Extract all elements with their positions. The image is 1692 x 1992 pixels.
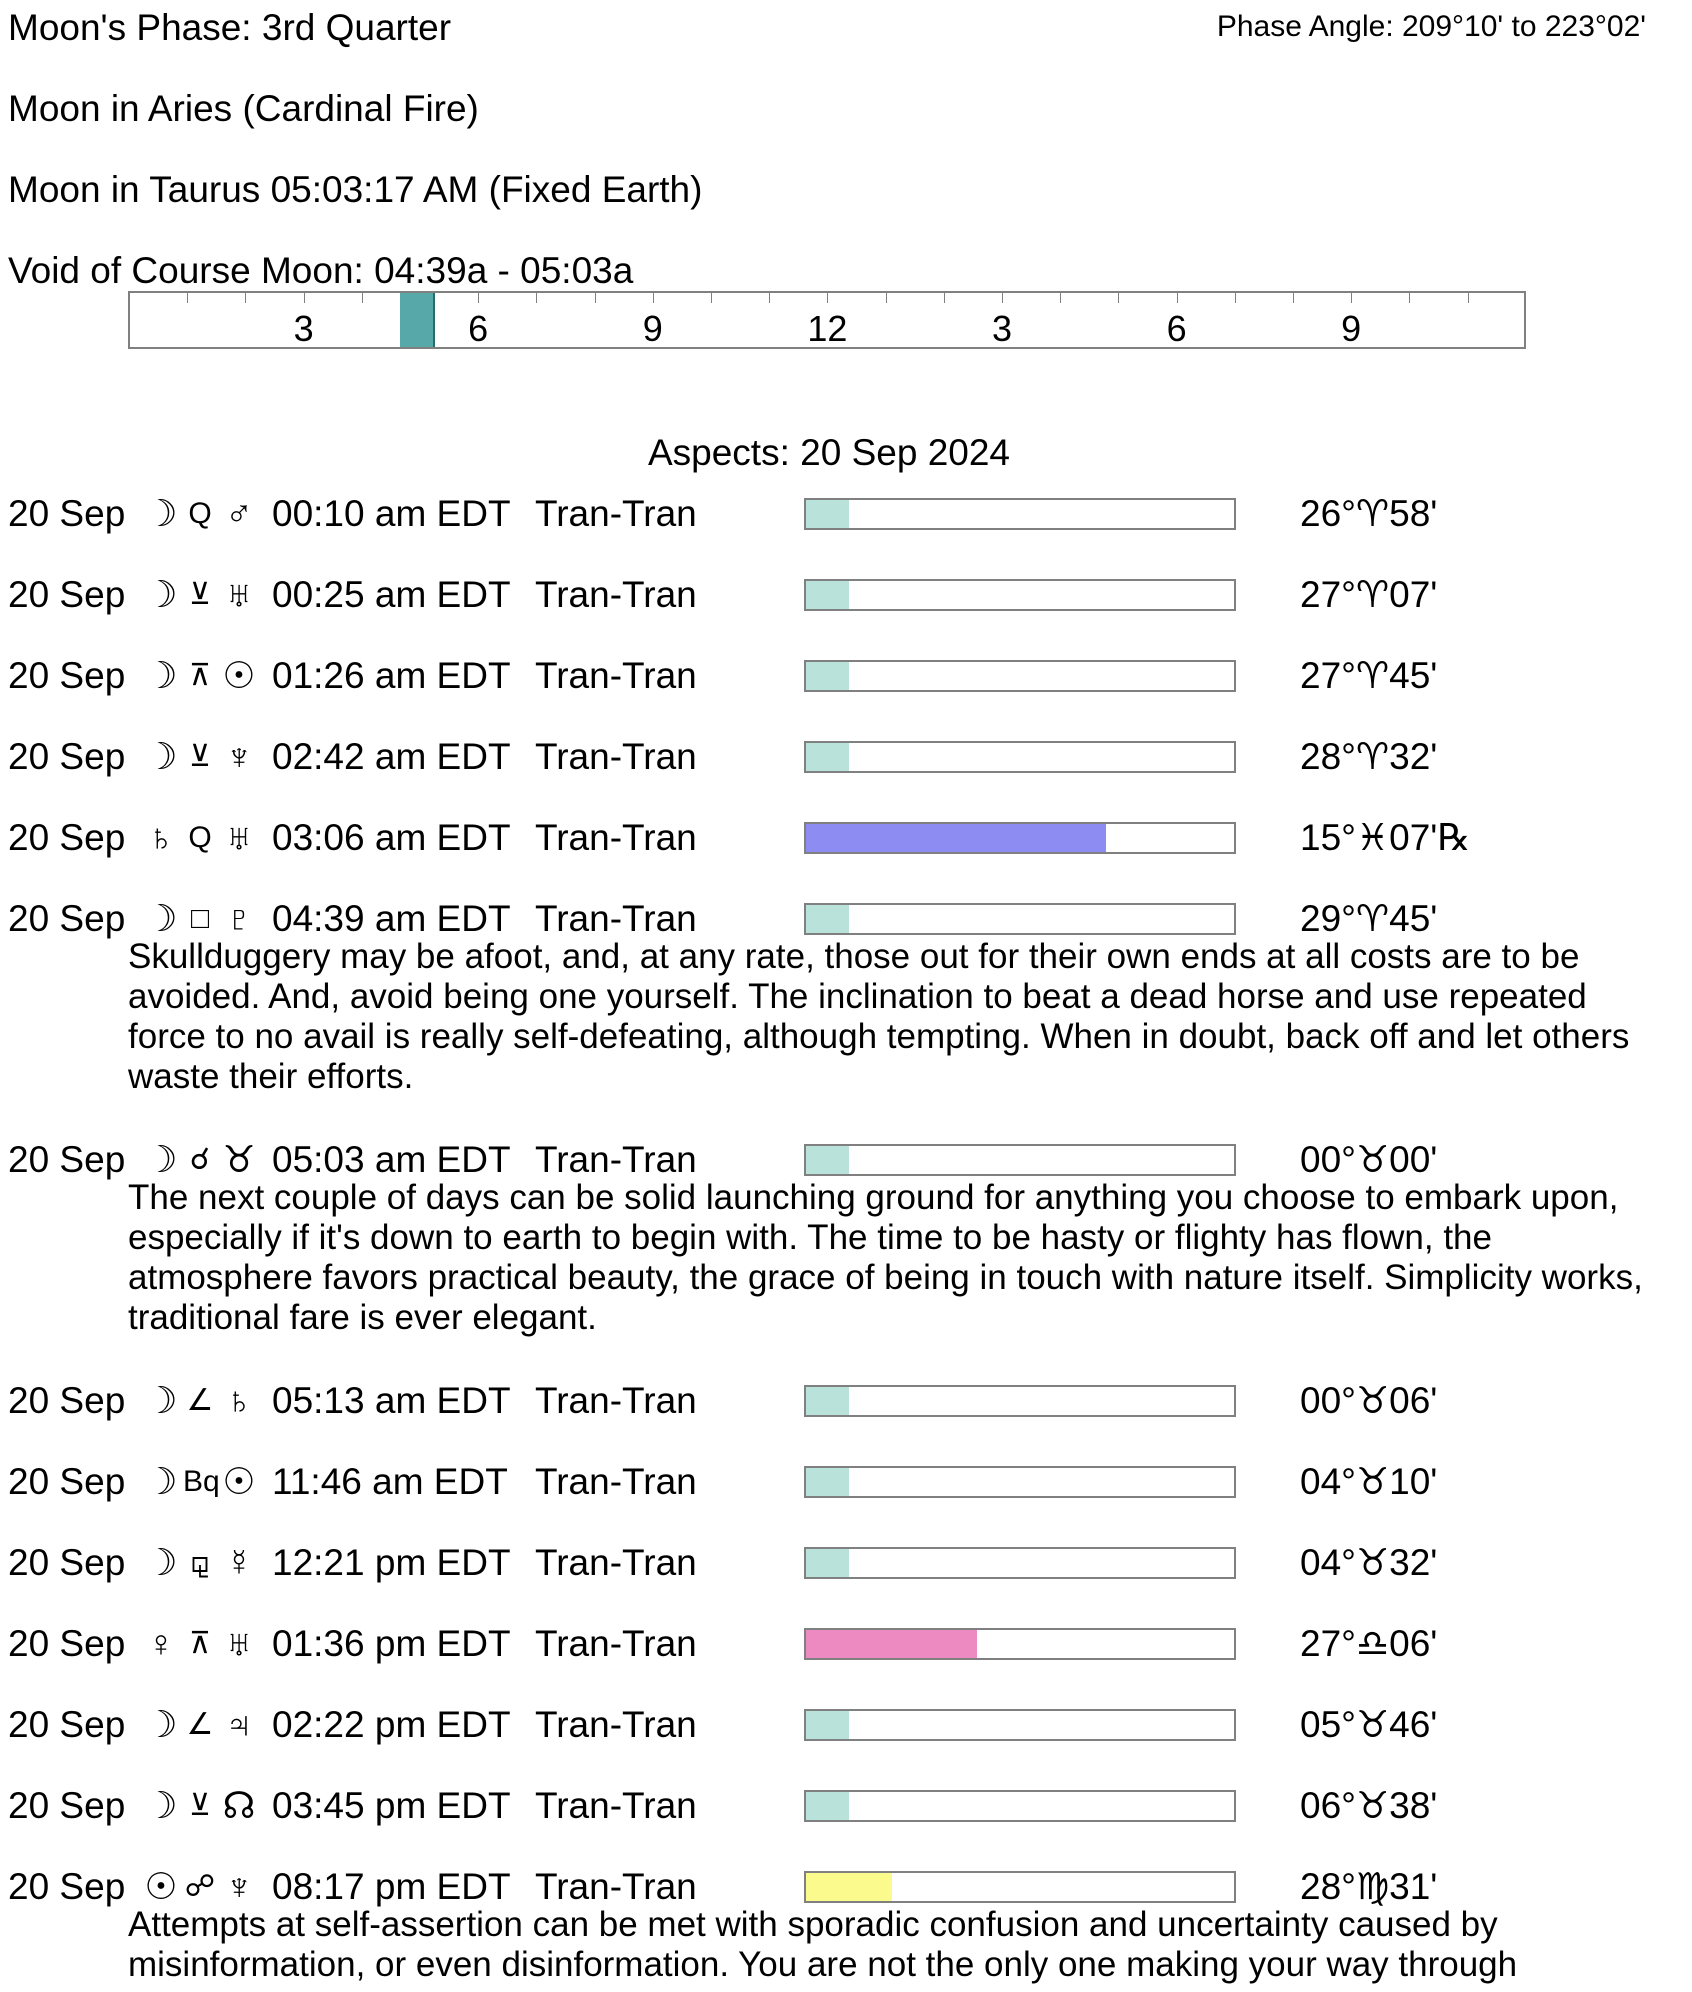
aspect-glyph-icon: Q xyxy=(188,497,212,530)
aspect-type: Tran-Tran xyxy=(535,1704,697,1745)
aspect-strength-bar xyxy=(804,1628,1236,1660)
planet-2-glyph-icon: ♉ xyxy=(222,1139,256,1180)
aspect-time: 01:26 am EDT xyxy=(272,655,511,696)
planet-1-glyph-icon: ☽ xyxy=(144,493,178,534)
aspect-strength-fill xyxy=(806,1711,849,1739)
planet-2-glyph-icon: ♆ xyxy=(225,736,253,777)
aspect-strength-fill xyxy=(806,581,849,609)
aspect-strength-fill xyxy=(806,1792,849,1820)
void-of-course: Void of Course Moon: 04:39a - 05:03a xyxy=(8,250,634,291)
planet-1-glyph-icon: ☽ xyxy=(144,1542,178,1583)
aspect-date: 20 Sep xyxy=(8,1380,126,1421)
aspect-strength-fill xyxy=(806,1468,849,1496)
aspect-degree: 05°♉46' xyxy=(1300,1704,1438,1745)
aspect-type: Tran-Tran xyxy=(535,493,697,534)
timeline-hour-label: 3 xyxy=(293,308,314,349)
timeline-tick xyxy=(769,293,770,303)
aspect-degree: 00°♉06' xyxy=(1300,1380,1438,1421)
planet-2-glyph-icon: ♆ xyxy=(225,1866,253,1907)
aspect-time: 03:06 am EDT xyxy=(272,817,511,858)
aspect-date: 20 Sep xyxy=(8,817,126,858)
aspect-time: 11:46 am EDT xyxy=(272,1461,508,1502)
timeline-hour-label: 9 xyxy=(642,308,663,349)
aspect-date: 20 Sep xyxy=(8,898,126,939)
aspect-strength-bar xyxy=(804,1709,1236,1741)
aspect-type: Tran-Tran xyxy=(535,898,697,939)
aspects-title: Aspects: 20 Sep 2024 xyxy=(647,432,1011,473)
aspect-description: The next couple of days can be solid launching ground for anything you choose to embark upon, especially if it's down to earth to begin with. The time to be hasty or flighty has flown, the atmosphere favors practical beauty, the grace of being in touch with nature itself. Simplicity works, traditional fare is ever elegant. xyxy=(128,1178,1643,1337)
aspect-strength-fill xyxy=(806,500,849,528)
phase-angle: Phase Angle: 209°10' to 223°02' xyxy=(1216,10,1646,43)
void-of-course-block xyxy=(400,293,433,347)
planet-1-glyph-icon: ☽ xyxy=(144,574,178,615)
planet-1-glyph-icon: ☽ xyxy=(144,736,178,777)
planet-1-glyph-icon: ☽ xyxy=(144,1461,178,1502)
timeline-tick xyxy=(886,293,887,303)
moon-phase: Moon's Phase: 3rd Quarter xyxy=(8,7,452,48)
planet-1-glyph-icon: ♀ xyxy=(147,1623,175,1664)
aspect-type: Tran-Tran xyxy=(535,1380,697,1421)
aspect-strength-bar xyxy=(804,741,1236,773)
timeline-tick xyxy=(304,293,305,303)
planet-1-glyph-icon: ☽ xyxy=(144,655,178,696)
aspect-date: 20 Sep xyxy=(8,574,126,615)
aspect-description: Attempts at self-assertion can be met with sporadic confusion and uncertainty caused by misinformation, or even disinformation. You are not the only one making your way through xyxy=(128,1905,1518,1984)
aspect-glyph-icon: ⊻ xyxy=(189,578,211,611)
aspect-strength-bar xyxy=(804,1385,1236,1417)
planet-2-glyph-icon: ♇ xyxy=(225,898,253,939)
aspect-date: 20 Sep xyxy=(8,1139,126,1180)
aspect-strength-bar xyxy=(804,579,1236,611)
aspect-strength-fill xyxy=(806,1549,849,1577)
timeline-tick xyxy=(1060,293,1061,303)
aspect-date: 20 Sep xyxy=(8,1785,126,1826)
planet-1-glyph-icon: ♄ xyxy=(147,817,175,858)
aspect-strength-bar xyxy=(804,1466,1236,1498)
aspect-time: 01:36 pm EDT xyxy=(272,1623,511,1664)
planet-2-glyph-icon: ☉ xyxy=(222,1461,256,1502)
aspect-strength-bar xyxy=(804,903,1236,935)
timeline-tick xyxy=(478,293,479,303)
timeline-tick xyxy=(1177,293,1178,303)
timeline-hour-label: 3 xyxy=(991,308,1013,349)
aspect-degree: 28°♈32' xyxy=(1300,736,1438,777)
timeline-tick xyxy=(362,293,363,303)
aspect-strength-fill xyxy=(806,1387,849,1415)
aspect-strength-fill xyxy=(806,1146,849,1174)
aspect-date: 20 Sep xyxy=(8,1866,126,1907)
planet-2-glyph-icon: ☿ xyxy=(225,1542,253,1583)
aspect-type: Tran-Tran xyxy=(535,1623,697,1664)
aspect-strength-fill xyxy=(806,743,849,771)
planet-2-glyph-icon: ☊ xyxy=(222,1785,256,1826)
aspect-type: Tran-Tran xyxy=(535,1785,697,1826)
timeline-tick xyxy=(1351,293,1352,303)
aspect-strength-bar xyxy=(804,660,1236,692)
aspect-type: Tran-Tran xyxy=(535,1542,697,1583)
aspect-strength-bar xyxy=(804,822,1236,854)
aspect-glyph-icon: Bq xyxy=(183,1465,220,1498)
planet-2-glyph-icon: ♅ xyxy=(225,817,253,858)
planet-2-glyph-icon: ♅ xyxy=(225,1623,253,1664)
aspect-glyph-icon: ⊼ xyxy=(189,659,211,692)
aspect-glyph-icon: □ xyxy=(190,902,210,935)
aspect-strength-fill xyxy=(806,824,1106,852)
timeline-tick xyxy=(187,293,188,303)
timeline-hour-label: 6 xyxy=(1166,308,1187,349)
aspect-strength-bar xyxy=(804,1144,1236,1176)
planet-1-glyph-icon: ☽ xyxy=(144,1704,178,1745)
void-of-course-end-marker xyxy=(433,293,435,347)
planet-2-glyph-icon: ♃ xyxy=(225,1704,253,1745)
aspect-type: Tran-Tran xyxy=(535,655,697,696)
planet-2-glyph-icon: ☉ xyxy=(222,655,256,696)
aspect-glyph-icon: ∠ xyxy=(186,1384,214,1417)
aspect-date: 20 Sep xyxy=(8,493,126,534)
planet-1-glyph-icon: ☽ xyxy=(144,1139,178,1180)
aspect-type: Tran-Tran xyxy=(535,736,697,777)
aspect-glyph-icon: ∠ xyxy=(186,1708,214,1741)
aspect-degree: 26°♈58' xyxy=(1300,493,1438,534)
aspect-time: 08:17 pm EDT xyxy=(272,1866,511,1907)
aspect-strength-bar xyxy=(804,498,1236,530)
planet-2-glyph-icon: ♅ xyxy=(225,574,253,615)
timeline-tick xyxy=(595,293,596,303)
aspect-glyph-icon: ⚼ xyxy=(189,1546,211,1579)
aspect-glyph-icon: ☍ xyxy=(184,1870,216,1903)
aspect-degree: 28°♍31' xyxy=(1300,1866,1438,1907)
aspect-glyph-icon: ⊻ xyxy=(189,1789,211,1822)
aspect-date: 20 Sep xyxy=(8,655,126,696)
aspect-degree: 15°♓07'℞ xyxy=(1300,817,1471,858)
aspect-degree: 29°♈45' xyxy=(1300,898,1438,939)
aspect-degree: 04°♉10' xyxy=(1300,1461,1438,1502)
planet-1-glyph-icon: ☉ xyxy=(144,1866,178,1907)
aspect-time: 02:22 pm EDT xyxy=(272,1704,511,1745)
planet-2-glyph-icon: ♂ xyxy=(225,493,253,534)
aspect-strength-bar xyxy=(804,1790,1236,1822)
aspect-time: 00:10 am EDT xyxy=(272,493,511,534)
timeline-hour-label: 6 xyxy=(468,308,489,349)
aspect-time: 00:25 am EDT xyxy=(272,574,511,615)
aspect-type: Tran-Tran xyxy=(535,574,697,615)
timeline-tick xyxy=(827,293,828,303)
timeline-tick xyxy=(1235,293,1236,303)
aspect-type: Tran-Tran xyxy=(535,817,697,858)
aspect-time: 02:42 am EDT xyxy=(272,736,511,777)
aspect-strength-fill xyxy=(806,1630,977,1658)
aspect-strength-fill xyxy=(806,662,849,690)
timeline-tick xyxy=(944,293,945,303)
aspect-degree: 27°♈07' xyxy=(1300,574,1438,615)
aspect-type: Tran-Tran xyxy=(535,1139,697,1180)
aspect-degree: 04°♉32' xyxy=(1300,1542,1438,1583)
aspect-degree: 27°♈45' xyxy=(1300,655,1438,696)
planet-2-glyph-icon: ♄ xyxy=(225,1380,253,1421)
timeline-tick xyxy=(653,293,654,303)
timeline-tick xyxy=(1002,293,1003,303)
aspect-description: Skullduggery may be afoot, and, at any rate, those out for their own ends at all costs are to be avoided. And, avoid being one yourself. The inclination to beat a dead horse and use repeated force to no avail is really self-defeating, although tempting. When in doubt, back off and let others waste their efforts. xyxy=(128,937,1630,1096)
timeline-tick xyxy=(711,293,712,303)
aspect-time: 05:03 am EDT xyxy=(272,1139,511,1180)
aspect-type: Tran-Tran xyxy=(535,1866,697,1907)
aspect-glyph-icon: ☌ xyxy=(189,1143,211,1176)
timeline-tick xyxy=(536,293,537,303)
aspect-time: 05:13 am EDT xyxy=(272,1380,511,1421)
moon-sign-aries: Moon in Aries (Cardinal Fire) xyxy=(8,88,479,129)
timeline-tick xyxy=(245,293,246,303)
aspect-glyph-icon: Q xyxy=(188,821,212,854)
timeline-hour-label: 9 xyxy=(1341,308,1362,349)
aspect-strength-bar xyxy=(804,1871,1236,1903)
moon-sign-taurus: Moon in Taurus 05:03:17 AM (Fixed Earth) xyxy=(8,169,703,210)
aspect-strength-fill xyxy=(806,905,849,933)
timeline-tick xyxy=(1118,293,1119,303)
planet-1-glyph-icon: ☽ xyxy=(144,1785,178,1826)
planet-1-glyph-icon: ☽ xyxy=(144,1380,178,1421)
aspect-date: 20 Sep xyxy=(8,1704,126,1745)
aspect-strength-fill xyxy=(806,1873,892,1901)
timeline-hour-label: 12 xyxy=(807,308,848,349)
aspect-time: 03:45 pm EDT xyxy=(272,1785,511,1826)
timeline-tick xyxy=(1409,293,1410,303)
timeline-tick xyxy=(1468,293,1469,303)
void-of-course-timeline xyxy=(128,291,1526,349)
aspect-degree: 06°♉38' xyxy=(1300,1785,1438,1826)
aspect-date: 20 Sep xyxy=(8,1461,126,1502)
aspect-time: 12:21 pm EDT xyxy=(272,1542,511,1583)
aspect-date: 20 Sep xyxy=(8,736,126,777)
aspect-date: 20 Sep xyxy=(8,1542,126,1583)
planet-1-glyph-icon: ☽ xyxy=(144,898,178,939)
aspect-degree: 00°♉00' xyxy=(1300,1139,1438,1180)
aspect-strength-bar xyxy=(804,1547,1236,1579)
aspect-time: 04:39 am EDT xyxy=(272,898,511,939)
aspect-glyph-icon: ⊼ xyxy=(189,1627,211,1660)
aspect-degree: 27°♎06' xyxy=(1300,1623,1438,1664)
aspect-glyph-icon: ⊻ xyxy=(189,740,211,773)
aspect-date: 20 Sep xyxy=(8,1623,126,1664)
aspect-type: Tran-Tran xyxy=(535,1461,697,1502)
timeline-tick xyxy=(1293,293,1294,303)
